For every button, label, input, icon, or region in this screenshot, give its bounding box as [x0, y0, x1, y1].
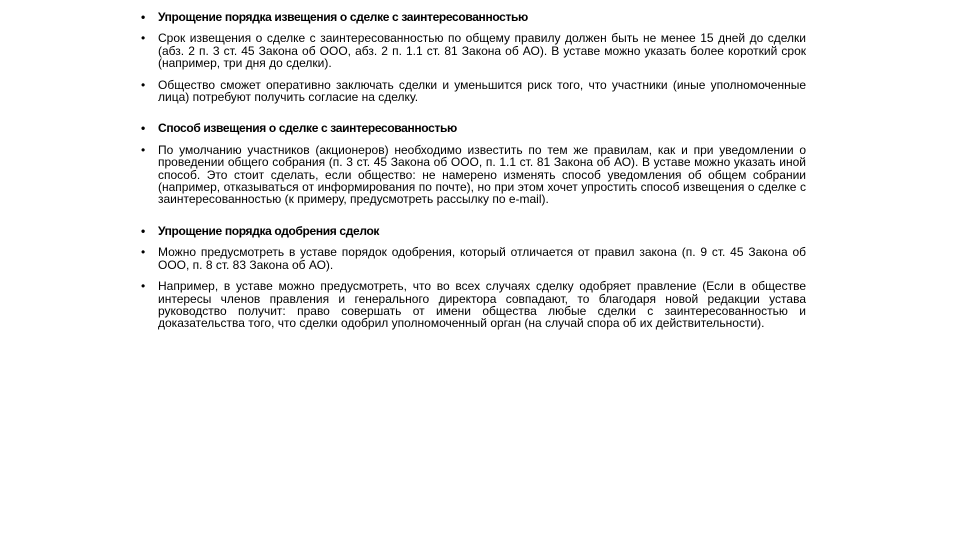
- bullet-icon: •: [141, 245, 146, 260]
- section-notice-method: [140, 122, 806, 205]
- slide-content: [140, 11, 806, 330]
- bullet-icon: •: [141, 10, 145, 24]
- list-item: • Срок извещения о сделке с заинтересованностью по общему правилу должен быть не менее 15 дней до сделки (абз. 2 п. 3 ст. 45 Закона об ООО, абз. 2 п. 1.1 ст. 81 Закона об АО). В уставе можно указать более короткий срок (например, три дня до сделки).: [141, 31, 806, 71]
- list-item: • Можно предусмотреть в уставе порядок одобрения, который отличается от правил закона (п. 9 ст. 45 Закона об ООО, п. 8 ст. 83 Закона об АО).: [141, 245, 806, 272]
- list-item: • Общество сможет оперативно заключать сделки и уменьшится риск того, что участники (иные уполномоченные лица) потребуют получить согласие на сделку.: [141, 77, 806, 105]
- list-item: • Например, в уставе можно предусмотреть, что во всех случаях сделку одобряет правление (Если в обществе интересы членов правления и генерального директора совпадают, то благодаря новой редакции устава руководство получит: право совершать от имени общества любые сделки с заинтересованностью и доказательства того, что сделки одобрил уполномоченный орган (на случай спора об их действительности).: [141, 279, 806, 331]
- list-item: • По умолчанию участников (акционеров) необходимо известить по тем же правилам, как и при уведомлении о проведении общего собрания (п. 3 ст. 45 Закона об ООО, п. 1.1 ст. 81 Закона об АО). В уставе можно указать иной способ. Это стоит сделать, если общество: не намерено изменять способ уведомления об общем собрании (например, отказываться от информирования по почте), но при этом хочет упростить способ извещения о сделке с заинтересованностью (к примеру, предусмотреть рассылку по e-mail).: [141, 142, 806, 207]
- bullet-icon: •: [141, 142, 146, 157]
- bullet-icon: •: [141, 223, 145, 238]
- section-approval-simplification: [140, 225, 806, 330]
- bullet-icon: •: [141, 121, 145, 136]
- bullet-icon: •: [141, 279, 146, 294]
- section-notice-simplification: [140, 11, 806, 103]
- section-heading: • Упрощение порядка извещения о сделке с заинтересованностью: [141, 10, 528, 24]
- bullet-icon: •: [141, 31, 146, 46]
- section-heading: • Способ извещения о сделке с заинтересованностью: [141, 121, 457, 136]
- bullet-icon: •: [141, 77, 146, 92]
- section-heading: • Упрощение порядка одобрения сделок: [141, 223, 380, 238]
